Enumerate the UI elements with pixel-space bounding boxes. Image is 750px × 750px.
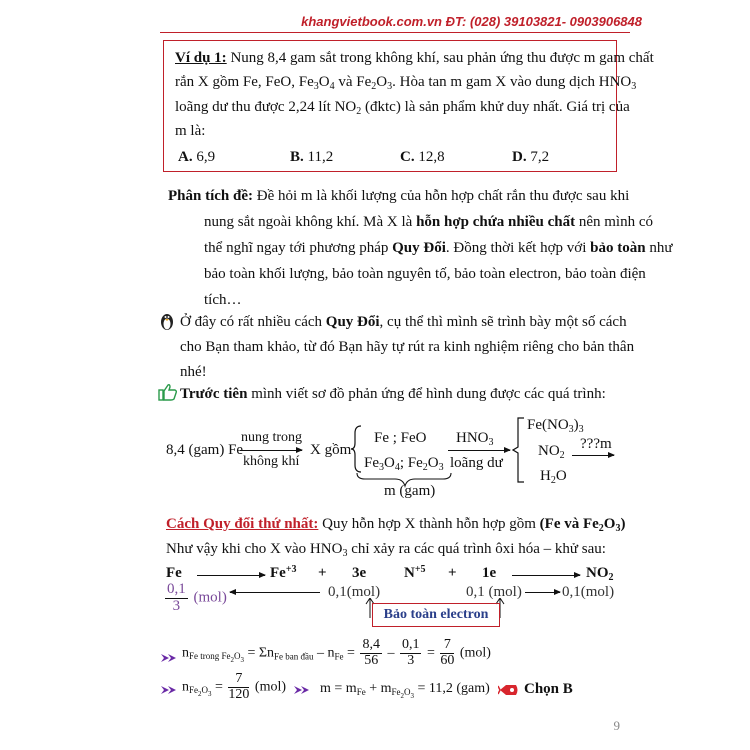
eq-3e: 3e [352, 565, 367, 581]
page-header [301, 14, 642, 29]
product-3: $H_2O$ [540, 468, 567, 486]
example-line-2: rắn X gồm Fe, FeO, $Fe_3O_4$ và $Fe_2O_3$. Hòa tan m gam X vào dung dịch $HNO_3$ [175, 74, 637, 92]
scheme-start: 8,4 (gam) Fe [166, 442, 244, 458]
penguin-icon [158, 311, 176, 331]
scheme-arrow-3 [572, 455, 614, 456]
eq-no2: $NO_2$ [586, 565, 614, 583]
eq-fe: Fe [166, 565, 182, 581]
paragraph-2-line-3: nhé! [180, 364, 207, 380]
products-bracket [512, 417, 526, 483]
answer-choice: Chọn B [524, 681, 573, 697]
amount-arrow-left [230, 592, 320, 593]
electron-amount-2: 0,1 (mol) [466, 584, 522, 600]
eq-plus-2: + [448, 565, 457, 581]
scheme-x-label: X gồm [310, 442, 352, 458]
calc-line-2: $n_{Fe_2O_3}$ = $\frac{7}{120}$ (mol) [182, 671, 287, 702]
eq-n5: $N^{+5}$ [404, 564, 426, 581]
scheme-arrow-2 [448, 450, 510, 451]
thumbs-up-icon [158, 383, 178, 401]
scheme-arrow-1 [240, 450, 302, 451]
option-a: A. 6,9 [178, 149, 216, 165]
analysis-line-1: Phân tích đề: Đề hỏi m là khối lượng của hỗn hợp chất rắn thu được sau khi [168, 188, 630, 204]
rocket-icon [498, 683, 520, 697]
analysis-line-5: tích… [204, 292, 242, 308]
page-number: 9 [613, 718, 620, 733]
acid-label: $HNO_3$ [456, 430, 494, 448]
x-bracket [351, 425, 363, 473]
eq-arrow-1 [197, 575, 265, 576]
x-row-2: $Fe_3O_4$; $Fe_2O_3$ [364, 455, 444, 473]
bullet-arrow-icon [160, 652, 178, 664]
electron-amount-1: 0,1(mol) [328, 584, 381, 600]
method1-title: Cách Quy đổi thứ nhất: [166, 516, 319, 532]
analysis-label: Phân tích đề: [168, 188, 254, 204]
header-divider [160, 32, 630, 33]
method1-line-2: Như vậy khi cho X vào $HNO_3$ chỉ xảy ra các quá trình ôxi hóa – khử sau: [166, 541, 606, 559]
calc-mass: $m = m_{Fe} + m_{Fe_2O_3} = 11,2$ (gam) [320, 681, 490, 700]
bullet-arrow-icon [293, 684, 311, 696]
example-label: Ví dụ 1: [175, 50, 227, 66]
eq-plus-1: + [318, 565, 327, 581]
calc-line-1: $n_{Fe trong Fe_2O_3} = \Sigma n_{Fe ban đầu} - n_{Fe}$ = $\frac{8,4}{56}$ – $\frac{0,1}{3}$ = $\frac{7}{60}$ (mol) [182, 637, 491, 668]
amount-arrow-right [525, 592, 560, 593]
product-2: $NO_2$ [538, 443, 565, 461]
method1-line-1: Cách Quy đổi thứ nhất: Quy hỗn hợp X thành hỗn hợp gồm (Fe và $Fe_2O_3$) [166, 516, 626, 534]
option-d: D. 7,2 [512, 149, 550, 165]
paragraph-2-line-2: cho Bạn tham khảo, từ đó Bạn hãy tự rút ra kinh nghiệm riêng cho bản thân [180, 339, 635, 355]
no2-amount: 0,1(mol) [562, 584, 615, 600]
option-c: C. 12,8 [400, 149, 445, 165]
unknown-mass: ???m [580, 436, 612, 452]
option-b: B. 11,2 [290, 149, 334, 165]
analysis-line-4: bảo toàn khối lượng, bảo toàn nguyên tố, bảo toàn electron, bảo toàn điện [204, 266, 646, 282]
bullet-arrow-icon [160, 684, 178, 696]
example-line-1: Ví dụ 1: Nung 8,4 gam sắt trong không khí, sau phản ứng thu được m gam chất [175, 50, 654, 66]
scheme-cond-top: nung trong [241, 430, 303, 445]
eq-fe3: $Fe^{+3}$ [270, 564, 297, 581]
x-row-1: Fe ; FeO [374, 430, 427, 446]
analysis-line-2: nung sắt ngoài không khí. Mà X là hỗn hợp chứa nhiều chất nên mình có [204, 214, 653, 230]
example-line-3: loãng dư thu được 2,24 lít $NO_2$ (đktc) là sản phẩm khử duy nhất. Giá trị của [175, 99, 630, 117]
conservation-badge: Bảo toàn electron [372, 603, 500, 627]
header-site: khangvietbook.com.vn [301, 14, 443, 29]
header-contact: ĐT: (028) 39103821- 0903906848 [445, 14, 642, 29]
paragraph-2-line-1: Ở đây có rất nhiều cách Quy Đổi, cụ thể thì mình sẽ trình bày một số cách [180, 314, 627, 330]
example-line-4: m là: [175, 123, 206, 139]
acid-cond: loãng dư [450, 455, 503, 471]
product-1: $Fe(NO_3)_3$ [527, 417, 584, 435]
mass-label: m (gam) [384, 483, 436, 499]
eq-1e: 1e [482, 565, 497, 581]
fe-amount: $\frac{0,1}{3}$ (mol) [167, 581, 227, 614]
scheme-cond-bottom: không khí [243, 454, 300, 469]
eq-arrow-2 [512, 575, 580, 576]
paragraph-3: Trước tiên mình viết sơ đồ phản ứng để hình dung được các quá trình: [180, 386, 606, 402]
analysis-line-3: thể nghĩ ngay tới phương pháp Quy Đổi. Đồng thời kết hợp với bảo toàn như [204, 240, 673, 256]
